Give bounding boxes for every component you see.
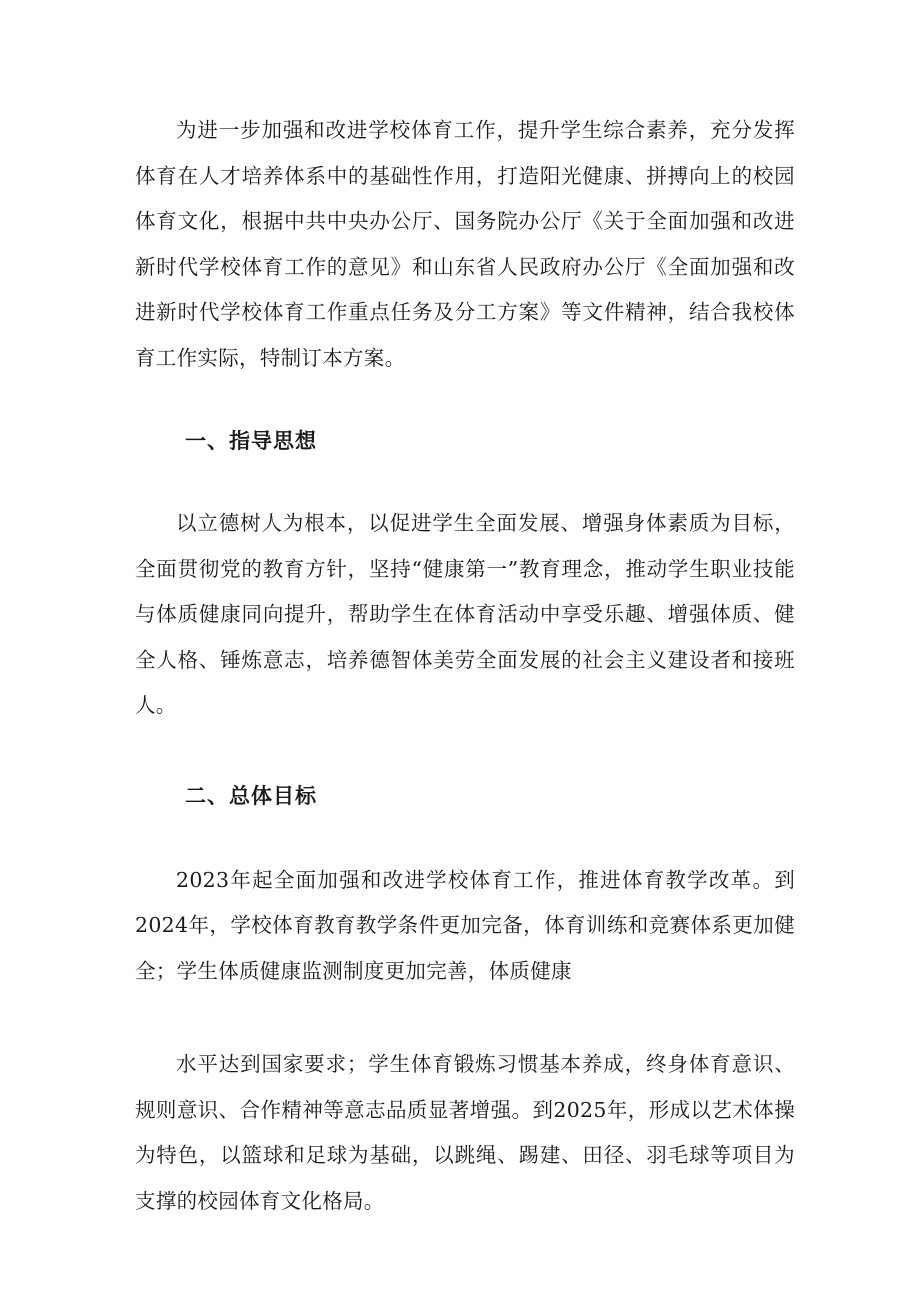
- document-page: [135, 108, 795, 1224]
- overall-goals-paragraph-1: 2023年起全面加强和改进学校体育工作，推进体育教学改革。到2024年，学校体育教育教学条件更加完备，体育训练和竞赛体系更加健全；学生体质健康监测制度更加完善，体质健康: [135, 867, 795, 983]
- intro-paragraph: 为进一步加强和改进学校体育工作，提升学生综合素养，充分发挥体育在人才培养体系中的基础性作用，打造阳光健康、拼搏向上的校园体育文化，根据中共中央办公厅、国务院办公厅《关于全面加强和改进新时代学校体育工作的意见》和山东省人民政府办公厅《全面加强和改进新时代学校体育工作重点任务及分工方案》等文件精神，结合我校体育工作实际，特制订本方案。: [135, 118, 795, 370]
- section-heading-overall-goals: 二、总体目标: [185, 783, 317, 808]
- guiding-ideology-paragraph: 以立德树人为根本，以促进学生全面发展、增强身体素质为目标，全面贯彻党的教育方针，坚持“健康第一”教育理念，推动学生职业技能与体质健康同向提升，帮助学生在体育活动中享受乐趣、增强体质、健全人格、锤炼意志，培养德智体美劳全面发展的社会主义建设者和接班人。: [135, 511, 795, 717]
- section-heading-guiding-ideology: 一、指导思想: [185, 429, 317, 453]
- overall-goals-paragraph-2: 水平达到国家要求；学生体育锻炼习惯基本养成，终身体育意识、规则意识、合作精神等意志品质显著增强。到2025年，形成以艺术体操为特色，以篮球和足球为基础，以跳绳、踢建、田径、羽毛球等项目为支撑的校园体育文化格局。: [135, 1052, 795, 1213]
